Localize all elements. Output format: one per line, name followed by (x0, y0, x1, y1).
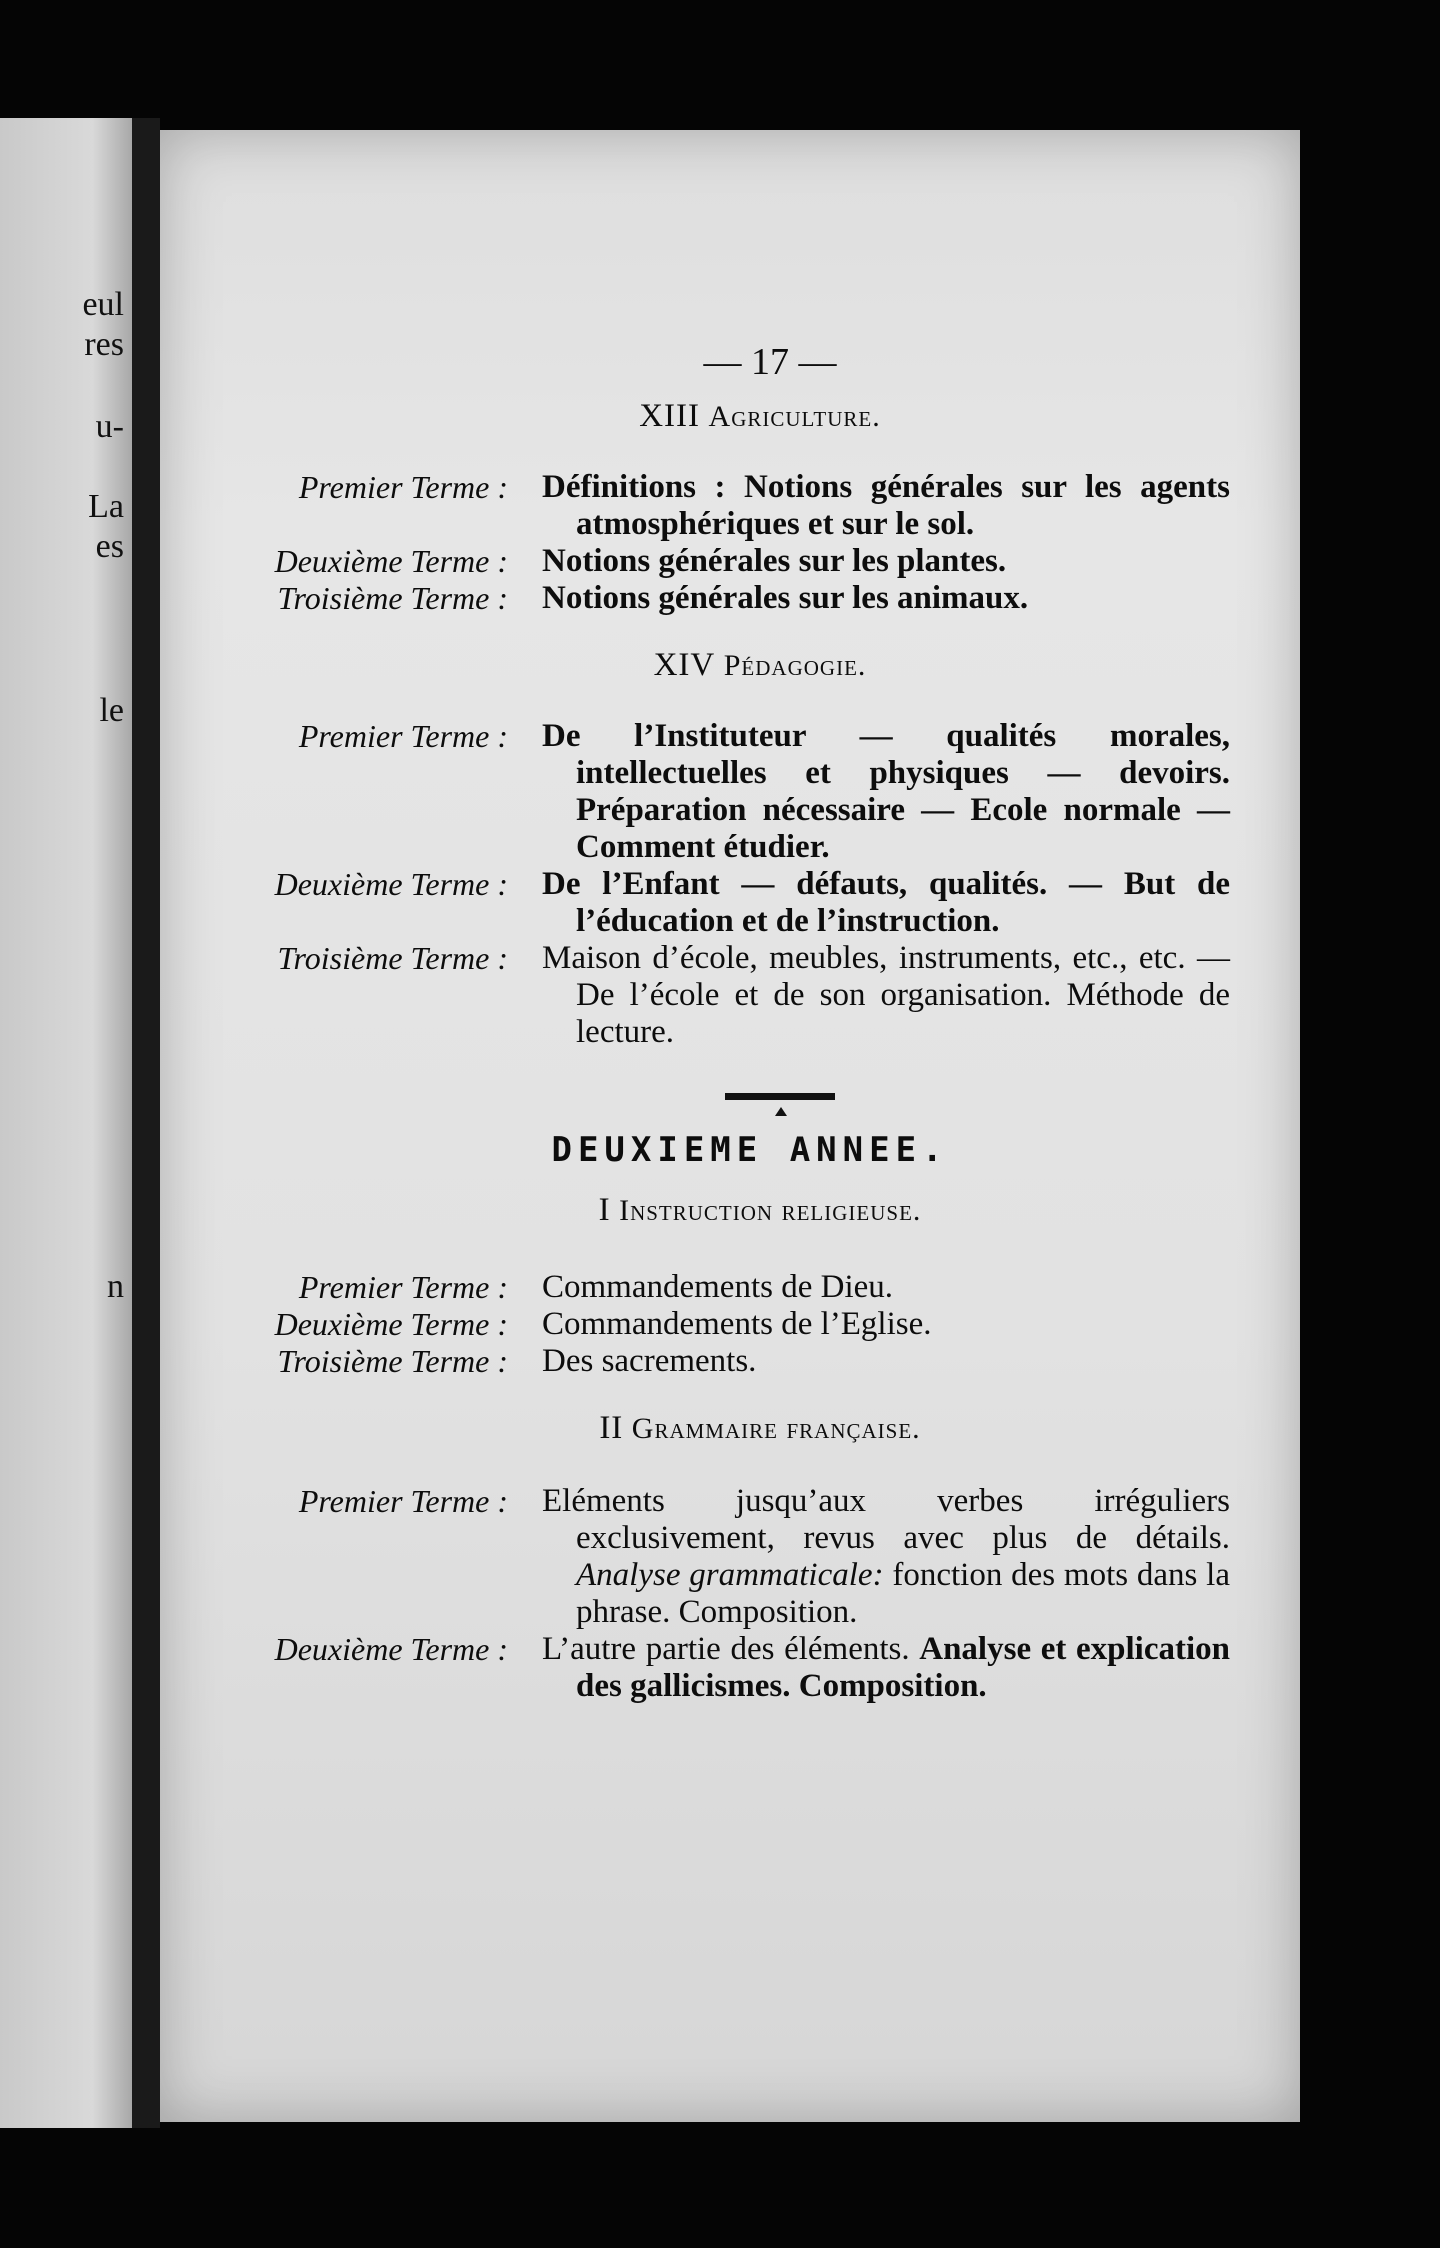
term-text-part: fonction des mots dans la phrase. Composition. (576, 1557, 1230, 1630)
term-text: Notions générales sur les animaux. (542, 580, 1029, 616)
ornament-rule (725, 1093, 835, 1100)
term-label: Troisième Terme : (277, 580, 508, 616)
section-title: Agriculture. (708, 400, 881, 433)
fragment-text: es (95, 528, 124, 565)
fragment-text: La (88, 488, 124, 525)
term-label: Troisième Terme : (277, 1343, 508, 1379)
term-label: Premier Terme : (298, 1269, 508, 1305)
term-row (250, 1306, 1230, 1343)
section-roman: II (599, 1410, 624, 1446)
term-row (250, 866, 1230, 940)
term-row (250, 543, 1230, 580)
section-roman: XIV (653, 647, 716, 683)
term-row (250, 940, 1230, 1051)
section-heading-pedagogie (290, 647, 1230, 684)
adjacent-page-fragment (0, 118, 132, 2128)
term-label: Premier Terme : (298, 469, 508, 505)
fragment-text: eul (82, 286, 124, 323)
fragment-text: n (107, 1268, 124, 1305)
page-content (250, 340, 1230, 1705)
book-page (160, 130, 1300, 2122)
section-roman: I (598, 1192, 611, 1228)
section-roman: XIII (639, 398, 701, 434)
term-text (542, 1483, 1230, 1631)
term-text (542, 1631, 1230, 1705)
year-heading: DEUXIEME ANNEE. (551, 1130, 949, 1170)
section-title: Instruction religieuse. (619, 1194, 922, 1227)
term-text: De l’Instituteur — qualités morales, intellectuelles et physiques — devoirs. Préparation nécessaire — Ecole normale — Comment étudier. (542, 718, 1230, 865)
page-number: — 17 — (703, 341, 837, 383)
fragment-text: le (99, 692, 124, 729)
section-heading-agriculture (290, 398, 1230, 435)
term-text: Maison d’école, meubles, instruments, etc., etc. — De l’école et de son organisation. Méthode de lecture. (542, 940, 1230, 1050)
term-row (250, 718, 1230, 866)
term-text-part: Eléments jusqu’aux verbes irréguliers exclusivement, revus avec plus de détails. (542, 1483, 1230, 1556)
term-text: Notions générales sur les plantes. (542, 543, 1007, 579)
term-label: Premier Terme : (298, 1483, 508, 1519)
section-heading-grammaire (290, 1410, 1230, 1447)
term-label: Premier Terme : (298, 718, 508, 754)
term-text-bold: Analyse et explication des gallicismes. Composition. (576, 1631, 1230, 1704)
term-row (250, 1631, 1230, 1705)
term-label: Deuxième Terme : (274, 866, 508, 902)
book-gutter (132, 118, 160, 2128)
term-label: Troisième Terme : (277, 940, 508, 976)
section-heading-instruction (290, 1192, 1230, 1229)
term-label: Deuxième Terme : (274, 543, 508, 579)
fragment-text: u- (95, 408, 124, 445)
term-row (250, 1483, 1230, 1631)
term-row (250, 580, 1230, 617)
term-text: Des sacrements. (542, 1343, 757, 1379)
term-label: Deuxième Terme : (274, 1306, 508, 1342)
term-label: Deuxième Terme : (274, 1631, 508, 1667)
term-row (250, 1343, 1230, 1380)
term-text: Commandements de l’Eglise. (542, 1306, 932, 1342)
term-row (250, 469, 1230, 543)
term-text-italic: Analyse grammaticale: (576, 1557, 884, 1593)
term-row (250, 1269, 1230, 1306)
section-title: Pédagogie. (723, 649, 867, 682)
section-title: Grammaire française. (631, 1412, 921, 1445)
term-text: Définitions : Notions générales sur les agents atmosphériques et sur le sol. (542, 469, 1230, 542)
term-text-part: L’autre partie des éléments. (542, 1631, 920, 1667)
term-text: De l’Enfant — défauts, qualités. — But de l’éducation et de l’instruction. (542, 866, 1230, 939)
fragment-text: res (84, 326, 124, 363)
term-text: Commandements de Dieu. (542, 1269, 894, 1305)
